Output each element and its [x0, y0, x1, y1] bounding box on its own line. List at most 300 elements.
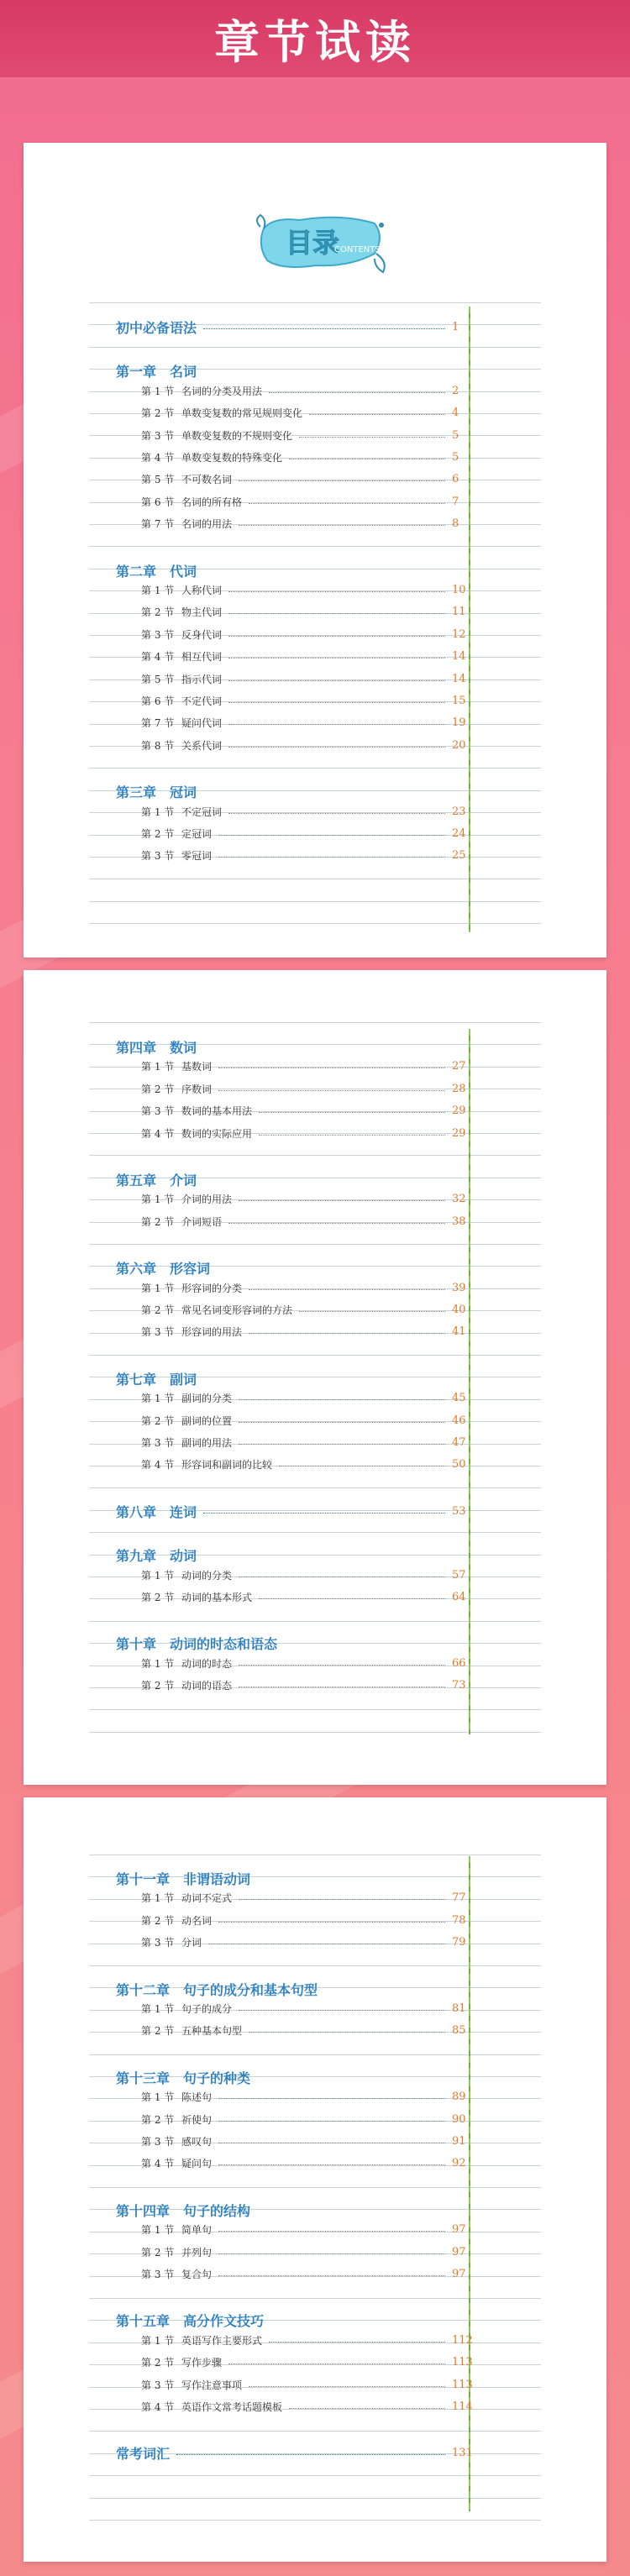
section-number: 第 4 节: [141, 651, 175, 664]
page-number: 29: [452, 1126, 466, 1140]
ruled-line: [89, 546, 541, 547]
section-title: 介词的用法: [181, 1194, 233, 1206]
section-number: 第 6 节: [141, 695, 175, 707]
section-number: 第 3 节: [141, 1105, 175, 1118]
section-entry: [141, 694, 477, 708]
chapter-entry: [116, 1170, 477, 1189]
page-number: 27: [452, 1060, 466, 1073]
page-number: 4: [452, 407, 459, 420]
leader-dots: [218, 2275, 445, 2276]
chapter-title: 第四章 数词: [116, 1040, 197, 1056]
section-entry: [141, 848, 477, 863]
chapter-entry: [116, 1545, 477, 1565]
chapter-title: 第一章 名词: [116, 364, 197, 380]
section-number: 第 8 节: [141, 739, 175, 752]
section-title: 名词的用法: [181, 518, 233, 531]
section-entry: [141, 517, 477, 531]
chapter-title: 第五章 介词: [116, 1173, 197, 1188]
section-number: 第 1 节: [141, 585, 175, 596]
leader-dots: [218, 835, 445, 836]
ruled-line: [89, 1709, 541, 1710]
logo-text: 目录: [286, 227, 340, 259]
page-number: 6: [452, 473, 459, 486]
section-title: 介词短语: [181, 1215, 223, 1228]
page-number: 78: [452, 1913, 466, 1927]
section-title: 疑问句: [181, 2158, 213, 2170]
page-number: 28: [452, 1082, 466, 1095]
section-number: 第 1 节: [141, 1061, 175, 1073]
ruled-line: [89, 2520, 541, 2521]
section-entry: [141, 2090, 477, 2104]
section-entry: [141, 1325, 477, 1339]
chapter-entry: [116, 1980, 477, 1999]
chapter-title: 第七章 副词: [116, 1371, 197, 1388]
section-entry: [141, 1891, 477, 1905]
page-number: 19: [452, 716, 466, 730]
leader-dots: [309, 414, 445, 415]
page-number: 50: [452, 1458, 466, 1472]
ruled-line: [89, 347, 541, 348]
chapter-title: 第六章 形容词: [116, 1261, 211, 1278]
leader-dots: [228, 747, 445, 748]
leader-dots: [203, 1513, 445, 1514]
leader-dots: [249, 2386, 445, 2387]
page-number: 91: [452, 2135, 466, 2148]
section-number: 第 1 节: [141, 1569, 175, 1582]
section-title: 名词的分类及用法: [181, 385, 263, 397]
section-title: 疑问代词: [181, 717, 223, 730]
leader-dots: [269, 2342, 445, 2343]
chapter-title: 常考词汇: [116, 2446, 171, 2463]
section-entry: [141, 1059, 477, 1073]
ruled-line: [89, 1965, 541, 1966]
ruled-line: [89, 1022, 541, 1023]
section-number: 第 2 节: [141, 828, 175, 840]
section-number: 第 1 节: [141, 2091, 175, 2104]
section-entry: [141, 384, 477, 398]
ruled-line: [89, 2298, 541, 2299]
page-number: 25: [452, 849, 466, 863]
leader-dots: [239, 1444, 445, 1445]
leader-dots: [249, 1289, 445, 1290]
chapter-entry: [116, 561, 477, 580]
page-number: 46: [452, 1414, 466, 1427]
section-entry: [141, 2112, 477, 2127]
section-number: 第 3 节: [141, 2269, 175, 2280]
section-entry: [141, 1391, 477, 1405]
page-number: 85: [452, 2024, 466, 2038]
section-entry: [141, 2002, 477, 2016]
leader-dots: [228, 636, 445, 637]
section-entry: [141, 1590, 477, 1604]
page-number: 92: [452, 2157, 466, 2170]
page-number: 5: [452, 451, 459, 464]
ruled-line: [89, 2187, 541, 2188]
section-number: 第 1 节: [141, 1892, 175, 1905]
section-entry: [141, 1215, 477, 1229]
chapter-title: 第十二章 句子的成分和基本句型: [116, 1981, 318, 1998]
section-entry: [141, 716, 477, 730]
section-number: 第 3 节: [141, 628, 175, 641]
chapter-title: 第十五章 高分作文技巧: [116, 2313, 265, 2330]
chapter-entry: [116, 361, 477, 380]
section-title: 并列句: [181, 2246, 213, 2259]
page-number: 10: [452, 584, 466, 596]
section-number: 第 3 节: [141, 2136, 175, 2148]
page-number: 38: [452, 1215, 466, 1228]
section-number: 第 2 节: [141, 2357, 175, 2369]
leader-dots: [228, 724, 445, 725]
section-number: 第 3 节: [141, 1937, 175, 1949]
section-number: 第 1 节: [141, 2334, 175, 2347]
section-entry: [141, 428, 477, 443]
page-number: 8: [452, 517, 459, 531]
section-entry: [141, 1913, 477, 1928]
leader-dots: [218, 1090, 445, 1091]
leader-dots: [259, 1112, 445, 1113]
section-entry: [141, 2156, 477, 2170]
ruled-line: [89, 1732, 541, 1733]
page-number: 66: [452, 1656, 466, 1670]
page-number: 112: [452, 2333, 473, 2347]
section-title: 动词的基本形式: [181, 1592, 253, 1603]
ruled-line: [89, 901, 541, 902]
section-title: 名词的所有格: [181, 496, 243, 508]
page-number: 29: [452, 1104, 466, 1118]
section-title: 动词的分类: [181, 1569, 233, 1582]
section-number: 第 1 节: [141, 2224, 175, 2237]
chapter-title: 第八章 连词: [116, 1503, 197, 1520]
page-number: 73: [452, 1679, 466, 1692]
page-number: 45: [452, 1392, 466, 1405]
ruled-line: [89, 2498, 541, 2499]
section-title: 分词: [181, 1937, 202, 1949]
section-number: 第 2 节: [141, 1680, 175, 1692]
leader-dots: [218, 2121, 445, 2122]
page-number: 57: [452, 1568, 466, 1582]
section-entry: [141, 1104, 477, 1118]
section-number: 第 4 节: [141, 1459, 175, 1472]
section-title: 简单句: [181, 2224, 213, 2237]
section-title: 反身代词: [181, 628, 223, 641]
section-number: 第 4 节: [141, 452, 175, 464]
chapter-entry: [116, 2068, 477, 2087]
section-entry: [141, 2245, 477, 2259]
section-title: 单数变复数的特殊变化: [181, 452, 283, 464]
section-number: 第 2 节: [141, 1083, 175, 1095]
page-number: 41: [452, 1325, 466, 1339]
section-title: 动名词: [181, 1914, 213, 1927]
section-title: 祈使句: [181, 2113, 213, 2126]
section-entry: [141, 1082, 477, 1096]
section-entry: [141, 450, 477, 464]
section-entry: [141, 1935, 477, 1949]
section-title: 复合句: [181, 2269, 213, 2280]
section-entry: [141, 649, 477, 664]
chapter-entry: [116, 2311, 477, 2330]
page-number: 12: [452, 627, 466, 641]
section-entry: [141, 2355, 477, 2369]
leader-dots: [218, 857, 445, 858]
section-title: 副词的位置: [181, 1414, 233, 1427]
leader-dots: [228, 613, 445, 614]
toc-page-3: [24, 1797, 606, 2562]
section-title: 形容词和副词的比较: [181, 1459, 273, 1472]
chapter-entry: [116, 1258, 477, 1278]
section-number: 第 3 节: [141, 850, 175, 863]
page-number: 24: [452, 827, 466, 840]
page-number: 20: [452, 738, 466, 752]
section-title: 常见名词变形容词的方法: [181, 1304, 293, 1316]
chapter-title: 第十章 动词的时态和语态: [116, 1636, 278, 1653]
section-number: 第 1 节: [141, 1194, 175, 1206]
section-title: 动词不定式: [181, 1892, 233, 1905]
section-number: 第 1 节: [141, 1393, 175, 1405]
chapter-entry: [116, 1369, 477, 1388]
section-entry: [141, 1281, 477, 1295]
section-entry: [141, 2400, 477, 2414]
section-number: 第 2 节: [141, 606, 175, 619]
section-title: 写作步骤: [181, 2357, 223, 2369]
ruled-line: [89, 1155, 541, 1156]
section-entry: [141, 2023, 477, 2038]
leader-dots: [249, 503, 445, 504]
leader-dots: [228, 680, 445, 681]
section-title: 单数变复数的不规则变化: [181, 429, 293, 442]
page-number: 113: [452, 2356, 473, 2369]
section-title: 不定代词: [181, 695, 223, 707]
page-number: 11: [452, 606, 466, 619]
leader-dots: [218, 1922, 445, 1923]
chapter-title: 第九章 动词: [116, 1548, 197, 1565]
page-number: 79: [452, 1936, 466, 1949]
section-title: 形容词的用法: [181, 1326, 243, 1339]
leader-dots: [239, 1665, 445, 1666]
chapter-entry: [116, 2443, 477, 2463]
section-number: 第 1 节: [141, 805, 175, 818]
chapter-title: 第十四章 句子的结构: [116, 2202, 251, 2219]
leader-dots: [218, 2164, 445, 2165]
section-number: 第 1 节: [141, 2003, 175, 2015]
leader-dots: [228, 702, 445, 703]
leader-dots: [203, 328, 445, 329]
leader-dots: [239, 525, 445, 526]
leader-dots: [239, 1899, 445, 1900]
section-entry: [141, 2267, 477, 2281]
page-number: 114: [452, 2400, 473, 2413]
ruled-line: [89, 768, 541, 769]
section-title: 副词的分类: [181, 1393, 233, 1405]
page-number: 131: [452, 2447, 473, 2460]
section-title: 基数词: [181, 1061, 213, 1073]
ruled-line: [89, 2431, 541, 2432]
page-number: 97: [452, 2223, 466, 2237]
section-entry: [141, 1303, 477, 1317]
section-title: 序数词: [181, 1083, 213, 1095]
section-title: 陈述句: [181, 2091, 213, 2104]
page-number: 113: [452, 2378, 473, 2391]
ruled-line: [89, 1532, 541, 1533]
section-number: 第 4 节: [141, 2158, 175, 2170]
section-entry: [141, 2378, 477, 2392]
section-title: 物主代词: [181, 606, 223, 619]
section-title: 指示代词: [181, 673, 223, 685]
leader-dots: [239, 1200, 445, 1201]
section-entry: [141, 1678, 477, 1692]
page-number: 81: [452, 2002, 466, 2015]
section-entry: [141, 1568, 477, 1582]
section-entry: [141, 495, 477, 509]
page-number: 1: [452, 321, 459, 333]
page-number: 7: [452, 495, 459, 508]
section-entry: [141, 826, 477, 841]
page-number: 40: [452, 1304, 466, 1316]
page-number: 90: [452, 2112, 466, 2126]
section-title: 动词的语态: [181, 1680, 233, 1692]
section-title: 人称代词: [181, 585, 223, 596]
chapter-title: 第十一章 非谓语动词: [116, 1871, 251, 1887]
section-number: 第 1 节: [141, 1657, 175, 1670]
page-number: 97: [452, 2245, 466, 2259]
section-title: 零冠词: [181, 850, 213, 863]
section-title: 副词的用法: [181, 1437, 233, 1449]
section-number: 第 5 节: [141, 474, 175, 486]
leader-dots: [176, 2454, 445, 2455]
section-number: 第 6 节: [141, 496, 175, 508]
section-entry: [141, 605, 477, 619]
page-number: 77: [452, 1891, 466, 1905]
leader-dots: [299, 437, 445, 438]
leader-dots: [228, 591, 445, 592]
section-number: 第 7 节: [141, 518, 175, 531]
section-number: 第 2 节: [141, 1592, 175, 1603]
page-number: 64: [452, 1591, 466, 1603]
page-number: 5: [452, 428, 459, 442]
page-number: 32: [452, 1193, 466, 1206]
section-number: 第 4 节: [141, 2401, 175, 2413]
section-number: 第 2 节: [141, 1914, 175, 1927]
leader-dots: [239, 1422, 445, 1423]
chapter-entry: [116, 1037, 477, 1057]
chapter-entry: [116, 2201, 477, 2220]
leader-dots: [239, 1399, 445, 1400]
page-number: 47: [452, 1436, 466, 1449]
leader-dots: [218, 2231, 445, 2232]
ruled-line: [89, 1355, 541, 1356]
ruled-line: [89, 2475, 541, 2476]
section-entry: [141, 805, 477, 819]
section-entry: [141, 672, 477, 686]
ruled-line: [89, 1244, 541, 1245]
section-title: 单数变复数的常见规则变化: [181, 407, 303, 420]
page-number: 53: [452, 1504, 466, 1518]
page-number: 89: [452, 2091, 466, 2104]
section-title: 英语作文常考话题模板: [181, 2401, 283, 2413]
section-number: 第 2 节: [141, 407, 175, 420]
page-number: 2: [452, 384, 459, 397]
section-number: 第 3 节: [141, 429, 175, 442]
logo-subtext: CONTENTS: [334, 245, 381, 254]
chapter-entry: [116, 782, 477, 801]
page-number: 14: [452, 672, 466, 685]
section-title: 五种基本句型: [181, 2025, 243, 2038]
toc-page-1: [24, 143, 606, 957]
section-number: 第 3 节: [141, 1437, 175, 1449]
section-title: 句子的成分: [181, 2003, 233, 2015]
section-number: 第 1 节: [141, 385, 175, 397]
leader-dots: [259, 1135, 445, 1136]
leader-dots: [239, 2010, 445, 2011]
section-entry: [141, 1656, 477, 1671]
chapter-title: 第三章 冠词: [116, 784, 197, 801]
section-entry: [141, 2222, 477, 2237]
ruled-line: [89, 923, 541, 924]
section-title: 关系代词: [181, 739, 223, 752]
section-number: 第 7 节: [141, 717, 175, 730]
header-title: 章节试读: [214, 15, 416, 69]
leader-dots: [239, 480, 445, 481]
section-number: 第 2 节: [141, 2113, 175, 2126]
section-number: 第 3 节: [141, 2379, 175, 2391]
chapter-title: 第十三章 句子的种类: [116, 2070, 251, 2086]
section-entry: [141, 1457, 477, 1472]
leader-dots: [299, 1311, 445, 1312]
section-title: 英语写作主要形式: [181, 2334, 263, 2347]
header-banner: [0, 0, 630, 77]
section-entry: [141, 472, 477, 486]
section-number: 第 2 节: [141, 1304, 175, 1316]
section-entry: [141, 1414, 477, 1428]
section-title: 不定冠词: [181, 805, 223, 818]
section-title: 相互代词: [181, 651, 223, 664]
leader-dots: [228, 1223, 445, 1224]
section-title: 定冠词: [181, 828, 213, 840]
chapter-title: 第二章 代词: [116, 563, 197, 580]
section-entry: [141, 406, 477, 420]
ruled-line: [89, 2054, 541, 2055]
section-entry: [141, 2333, 477, 2348]
leader-dots: [259, 1598, 445, 1599]
section-number: 第 5 节: [141, 673, 175, 685]
leader-dots: [218, 2253, 445, 2254]
leader-dots: [289, 2408, 445, 2409]
leader-dots: [249, 1333, 445, 1334]
page-number: 15: [452, 695, 466, 707]
section-number: 第 2 节: [141, 2246, 175, 2259]
chapter-title: 初中必备语法: [116, 320, 197, 336]
chapter-entry: [116, 317, 477, 337]
leader-dots: [269, 392, 445, 393]
section-title: 数词的实际应用: [181, 1127, 253, 1140]
page-number: 97: [452, 2268, 466, 2280]
section-title: 不可数名词: [181, 474, 233, 486]
section-title: 动词的时态: [181, 1657, 233, 1670]
section-title: 感叹句: [181, 2136, 213, 2148]
section-title: 写作注意事项: [181, 2379, 243, 2391]
section-entry: [141, 583, 477, 597]
section-title: 形容词的分类: [181, 1282, 243, 1294]
leader-dots: [228, 813, 445, 814]
chapter-entry: [116, 1502, 477, 1521]
page-number: 39: [452, 1281, 466, 1294]
section-entry: [141, 738, 477, 753]
section-number: 第 1 节: [141, 1282, 175, 1294]
section-entry: [141, 2134, 477, 2148]
section-entry: [141, 1126, 477, 1141]
page-number: 14: [452, 650, 466, 664]
section-number: 第 2 节: [141, 2025, 175, 2038]
section-number: 第 4 节: [141, 1127, 175, 1140]
